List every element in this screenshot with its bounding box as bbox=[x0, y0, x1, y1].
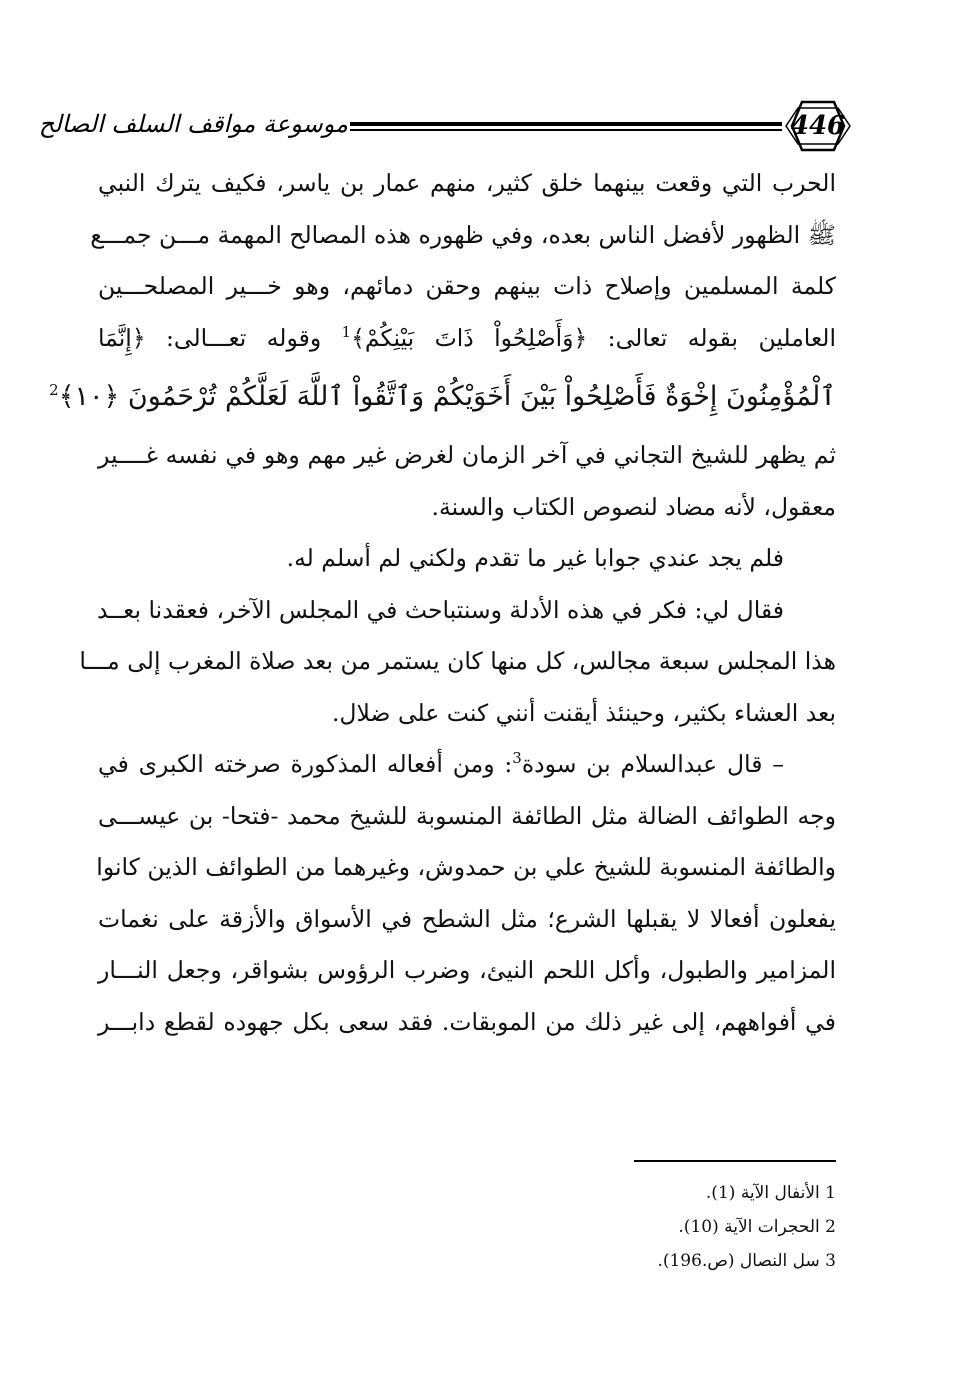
footnote-separator bbox=[634, 1160, 836, 1162]
text-line-with-ref bbox=[98, 739, 836, 791]
footnote: 1 الأنفال الآية (1). bbox=[705, 1183, 836, 1203]
header-rule bbox=[350, 122, 782, 132]
footnote-ref: 3 bbox=[512, 749, 522, 768]
text-line: في أفواههم، إلى غير ذلك من الموبقات. فقد سعى بكل جهوده لقطع دابـــر bbox=[98, 1007, 836, 1036]
main-text bbox=[49, 158, 836, 1048]
footnote: 3 سل النصال (ص.196). bbox=[657, 1251, 836, 1271]
header-rule-thin bbox=[350, 129, 782, 131]
text-line: فلم يجد عندي جوابا غير ما تقدم ولكني لم أسلم له. bbox=[286, 544, 784, 572]
text-line: معقول، لأنه مضاد لنصوص الكتاب والسنة. bbox=[431, 492, 836, 521]
footnotes bbox=[500, 1176, 836, 1278]
text-line: والطائفة المنسوبة للشيخ علي بن حمدوش، وغيرهما من الطوائف الذين كانوا bbox=[96, 853, 836, 881]
text-line: وجه الطوائف الضالة مثل الطائفة المنسوبة للشيخ محمد -فتحا- بن عيســـى bbox=[98, 801, 836, 830]
page-number: 446 bbox=[790, 111, 846, 141]
text-segment: العاملين بقوله تعالى: ﴿وَأَصْلِحُواْ ذَاتَ بَيْنِكُمْ﴾ bbox=[351, 323, 836, 352]
text-segment: : ومن أفعاله المذكورة صرخته الكبرى في bbox=[98, 750, 513, 778]
series-title: موسوعة مواقف السلف الصالح bbox=[38, 110, 348, 138]
text-line: بعد العشاء بكثير، وحينئذ أيقنت أنني كنت على ضلال. bbox=[331, 698, 836, 727]
text-line: هذا المجلس سبعة مجالس، كل منها كان يستمر من بعد صلاة المغرب إلى مـــا bbox=[79, 647, 836, 675]
text-line: كلمة المسلمين وإصلاح ذات بينهم وحقن دمائهم، وهو خـــير المصلحـــين bbox=[98, 272, 836, 300]
quran-verse: ٱلْمُؤْمِنُونَ إِخْوَةٌ فَأَصْلِحُواْ بَيْنَ أَخَوَيْكُمْ وَٱتَّقُواْ ٱللَّهَ لَعَلَّكُمْ تُرْحَمُونَ ﴿١٠﴾ bbox=[58, 381, 836, 412]
text-line: المزامير والطبول، وأكل اللحم النيئ، وضرب الرؤوس بشواقر، وجعل النـــار bbox=[98, 956, 836, 984]
footnote-ref: 2 bbox=[49, 381, 59, 399]
text-line: فقال لي: فكر في هذه الأدلة وسنتباحث في المجلس الآخر، فعقدنا بعــد bbox=[97, 595, 784, 624]
footnote: 2 الحجرات الآية (10). bbox=[678, 1217, 836, 1237]
text-line: يفعلون أفعالا لا يقبلها الشرع؛ مثل الشطح في الأسواق والأزقة على نغمات bbox=[98, 904, 836, 933]
page-header bbox=[38, 96, 858, 156]
text-line: ﷺ الظهور لأفضل الناس بعده، وفي ظهوره هذه المصالح المهمة مـــن جمـــع bbox=[90, 220, 836, 249]
text-segment: وقوله تعـــالى: ﴿إِنَّمَا bbox=[98, 323, 342, 352]
text-line-with-ref bbox=[98, 313, 836, 365]
text-line: الحرب التي وقعت بينهما خلق كثير، منهم عمار بن ياسر، فكيف يترك النبي bbox=[98, 169, 836, 197]
text-segment: – قال عبدالسلام بن سودة bbox=[521, 750, 785, 778]
quran-verse-line bbox=[49, 364, 836, 430]
text-line: ثم يظهر للشيخ التجاني في آخر الزمان لغرض غير مهم وهو في نفسه غــــير bbox=[98, 441, 836, 469]
footnote-ref: 1 bbox=[341, 322, 352, 341]
header-rule-thick bbox=[350, 122, 782, 126]
